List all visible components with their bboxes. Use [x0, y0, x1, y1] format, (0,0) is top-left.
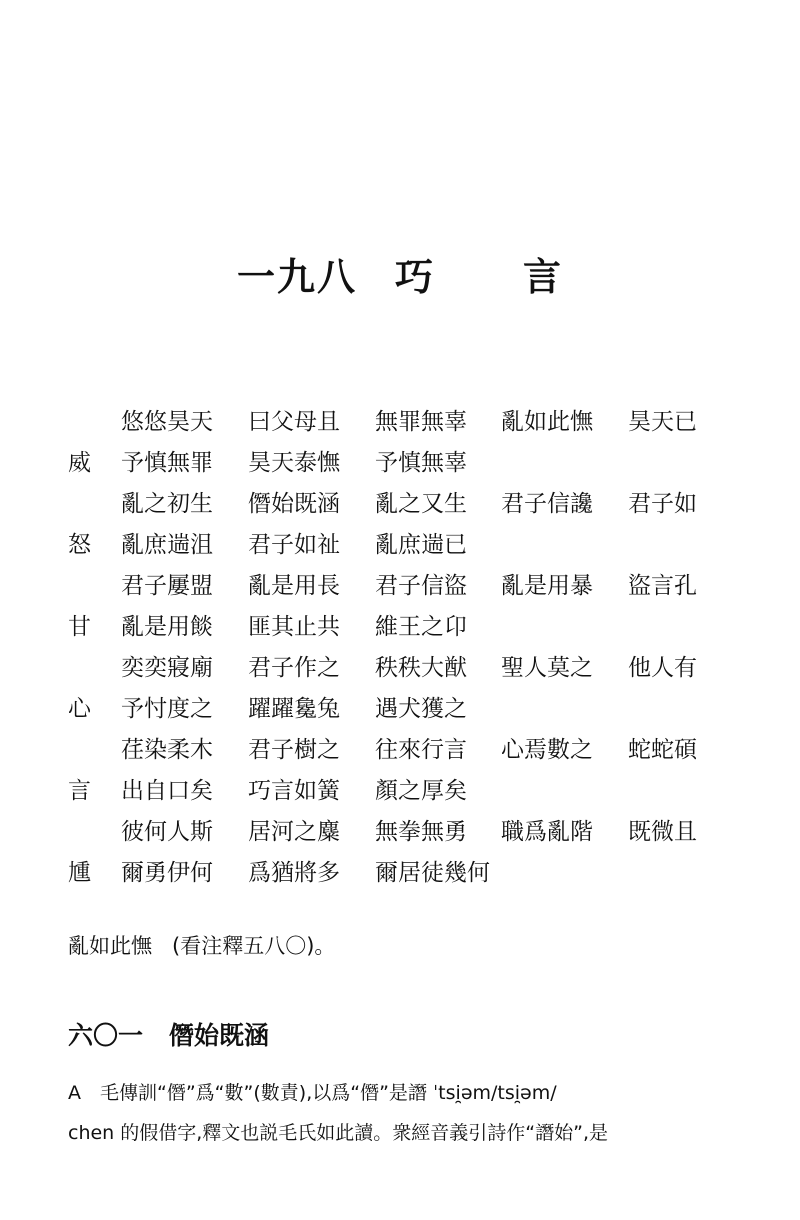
poem-phrase: 爲猶將多: [248, 860, 340, 886]
poem-phrase: 君子作之: [248, 655, 340, 681]
poem-phrase: 曰父母且: [248, 409, 340, 435]
poem-phrase: 僭始既涵: [248, 491, 340, 517]
poem-phrase: 維王之卬: [375, 614, 467, 640]
commentary-paragraph: [68, 1073, 708, 1153]
poem-phrase: 顏之厚矣: [375, 778, 467, 804]
line-lead-char: 心: [68, 696, 91, 722]
section-number: 六〇一: [68, 1021, 144, 1050]
poem-line: [68, 730, 768, 771]
poem-phrase: 出自口矣: [121, 778, 213, 804]
poem-line: [68, 771, 768, 812]
poem-line: [68, 689, 768, 730]
poem-phrase: 亂之初生: [121, 491, 213, 517]
line-lead-char: 尰: [68, 860, 91, 886]
poem-phrase: 居河之麋: [248, 819, 340, 845]
poem-phrase: 亂是用餤: [121, 614, 213, 640]
paragraph-line: A 毛傳訓“僭”爲“數”(數責),以爲“僭”是譖 ˈtsi̯əm/tsi̯əm/: [68, 1082, 557, 1104]
chapter-title-char-1: 巧: [394, 255, 435, 299]
poem-phrase: 君子如: [628, 491, 697, 517]
poem-phrase: 亂是用長: [248, 573, 340, 599]
poem-line: [68, 566, 768, 607]
paragraph-line: chen 的假借字,釋文也説毛氏如此讀。衆經音義引詩作“譖始”,是: [68, 1122, 609, 1144]
chapter-title-char-2: 言: [523, 255, 564, 299]
poem-text: [68, 402, 768, 894]
poem-phrase: 予忖度之: [121, 696, 213, 722]
poem-line: [68, 525, 768, 566]
poem-phrase: 予慎無辜: [375, 450, 467, 476]
poem-phrase: 他人有: [628, 655, 697, 681]
poem-phrase: 秩秩大猷: [375, 655, 467, 681]
poem-phrase: 躍躍毚兔: [248, 696, 340, 722]
poem-phrase: 無罪無辜: [375, 409, 467, 435]
poem-phrase: 遇犬獲之: [375, 696, 467, 722]
poem-phrase: 亂如此憮: [501, 409, 593, 435]
poem-line: [68, 402, 768, 443]
line-lead-char: 言: [68, 778, 91, 804]
poem-phrase: 君子信讒: [501, 491, 593, 517]
poem-phrase: 昊天泰憮: [248, 450, 340, 476]
poem-line: [68, 812, 768, 853]
poem-phrase: 爾居徒幾何: [375, 860, 490, 886]
poem-phrase: 昊天已: [628, 409, 697, 435]
poem-phrase: 奕奕寢廟: [121, 655, 213, 681]
poem-phrase: 彼何人斯: [121, 819, 213, 845]
poem-phrase: 予慎無罪: [121, 450, 213, 476]
chapter-title: [0, 246, 800, 301]
chapter-number: 一九八: [236, 255, 357, 299]
poem-phrase: 蛇蛇碩: [628, 737, 697, 763]
poem-phrase: 既微且: [628, 819, 697, 845]
line-lead-char: 甘: [68, 614, 91, 640]
poem-phrase: 往來行言: [375, 737, 467, 763]
section-title: 僭始既涵: [169, 1021, 270, 1050]
poem-phrase: 職爲亂階: [501, 819, 593, 845]
poem-phrase: 悠悠昊天: [121, 409, 213, 435]
poem-phrase: 巧言如簧: [248, 778, 340, 804]
poem-phrase: 亂是用暴: [501, 573, 593, 599]
poem-phrase: 無拳無勇: [375, 819, 467, 845]
line-lead-char: 怒: [68, 532, 91, 558]
poem-phrase: 亂庶遄沮: [121, 532, 213, 558]
poem-phrase: 爾勇伊何: [121, 860, 213, 886]
poem-phrase: 君子如祉: [248, 532, 340, 558]
note-reference: (看注釋五八〇)。: [172, 934, 336, 958]
poem-phrase: 亂之又生: [375, 491, 467, 517]
poem-line: [68, 607, 768, 648]
poem-line: [68, 443, 768, 484]
poem-phrase: 君子屢盟: [121, 573, 213, 599]
poem-line: [68, 853, 768, 894]
poem-phrase: 君子信盜: [375, 573, 467, 599]
poem-phrase: 荏染柔木: [121, 737, 213, 763]
poem-line: [68, 484, 768, 525]
line-lead-char: 威: [68, 450, 91, 476]
section-heading: [68, 1016, 269, 1052]
poem-phrase: 心焉數之: [501, 737, 593, 763]
annotation-note: [68, 930, 335, 960]
poem-phrase: 聖人莫之: [501, 655, 593, 681]
poem-line: [68, 648, 768, 689]
note-phrase: 亂如此憮: [68, 934, 152, 958]
poem-phrase: 匪其止共: [248, 614, 340, 640]
poem-phrase: 君子樹之: [248, 737, 340, 763]
poem-phrase: 亂庶遄已: [375, 532, 467, 558]
poem-phrase: 盜言孔: [628, 573, 697, 599]
